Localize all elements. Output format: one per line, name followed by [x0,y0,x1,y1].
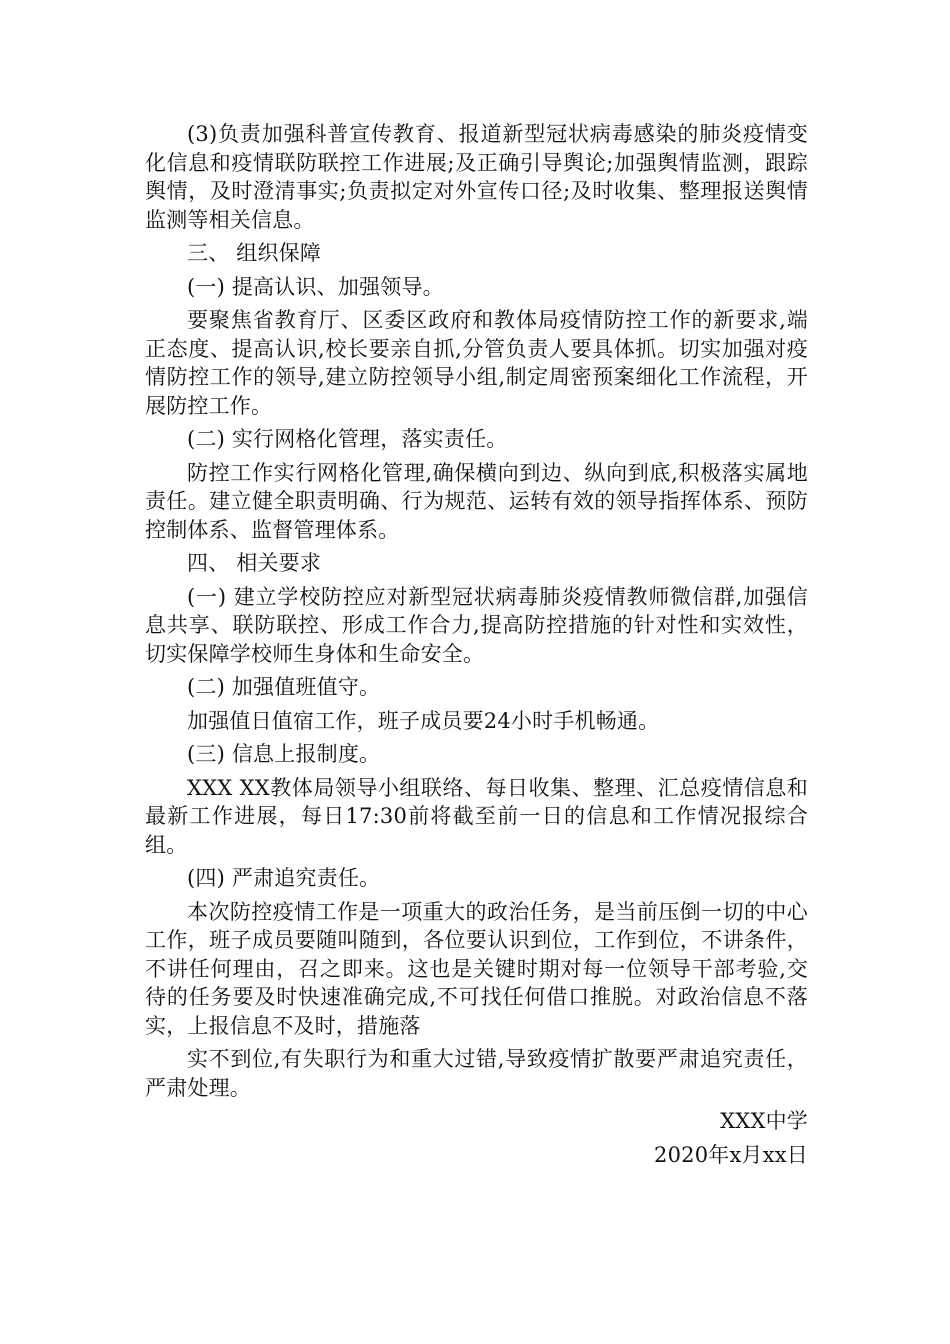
paragraph-accountability-continued: 实不到位,有失职行为和重大过错,导致疫情扩散要严肃追究责任，严肃处理。 [145,1047,808,1100]
document-body [145,120,808,1169]
paragraph-accountability: 本次防控疫情工作是一项重大的政治任务，是当前压倒一切的中心工作，班子成员要随叫随到，各位要认识到位，工作到位，不讲条件，不讲任何理由，召之即来。这也是关键时期对每一位领导干部考验,交待的任务要及时快速准确完成,不可找任何借口推脱。对政治信息不落实，上报信息不及时，措施落 [145,899,808,1038]
paragraph-duty: 加强值日值宿工作，班子成员要24小时手机畅通。 [187,708,660,733]
paragraph-leadership: 要聚焦省教育厅、区委区政府和教体局疫情防控工作的新要求,端正态度、提高认识,校长要亲自抓,分管负责人要具体抓。切实加强对疫情防控工作的领导,建立防控领导小组,制定周密预案细化工作流程，开展防控工作。 [145,308,808,418]
signature-organization: XXX中学 [720,1109,808,1133]
paragraph-grid-management: 防控工作实行网格化管理,确保横向到边、纵向到底,积极落实属地责任。建立健全职责明确、行为规范、运转有效的领导指挥体系、预防控制体系、监督管理体系。 [145,460,808,542]
subheading-accountability: (四) 严肃追究责任。 [187,866,381,890]
subheading-leadership: (一) 提高认识、加强领导。 [187,274,444,299]
section-heading-requirements: 四、 相关要求 [187,551,322,575]
signature-date: 2020年x月xx日 [654,1142,808,1167]
subheading-duty: (二) 加强值班值守。 [187,675,381,699]
subheading-grid-management: (二) 实行网格化管理，落实责任。 [187,427,508,451]
paragraph-wechat-group: (一) 建立学校防控应对新型冠状病毒肺炎疫情教师微信群,加强信息共享、联防联控、形成工作合力,提高防控措施的针对性和实效性，切实保障学校师生身体和生命安全。 [145,584,808,666]
section-heading-organization: 三、 组织保障 [187,241,322,265]
paragraph-reporting: XXX XX教体局领导小组联络、每日收集、整理、汇总疫情信息和最新工作进展，每日17:30前将截至前一日的信息和工作情况报综合组。 [145,775,808,857]
paragraph-publicity-duty: (3)负责加强科普宣传教育、报道新型冠状病毒感染的肺炎疫情变化信息和疫情联防联控工作进展;及正确引导舆论;加强舆情监测，跟踪舆情，及时澄清事实;负责拟定对外宣传口径;及时收集、整理报送舆情监测等相关信息。 [145,122,808,232]
subheading-reporting: (三) 信息上报制度。 [187,742,381,766]
